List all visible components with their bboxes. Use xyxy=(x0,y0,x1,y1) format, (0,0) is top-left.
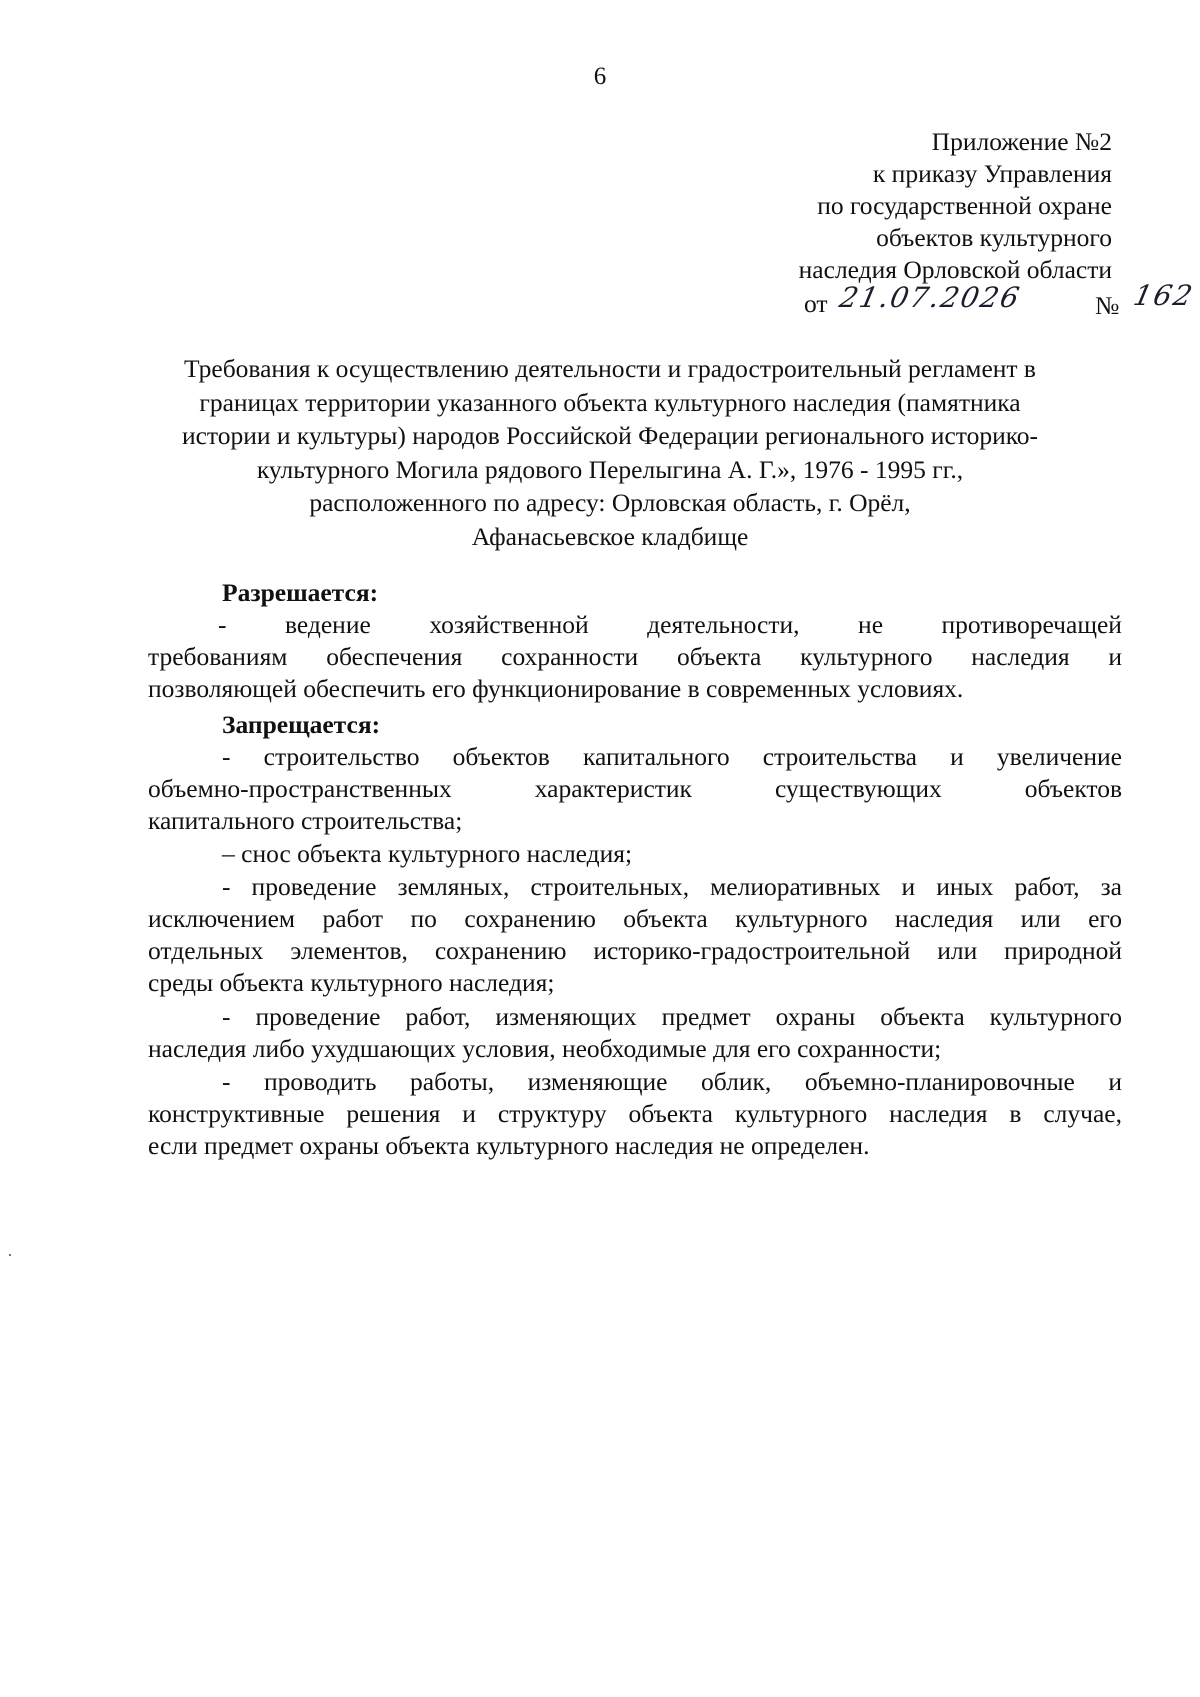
appendix-line: наследия Орловской области xyxy=(798,255,1112,284)
scan-speck xyxy=(9,1254,11,1256)
forbidden-item-line: – снос объекта культурного наследия; xyxy=(222,839,633,868)
forbidden-item-line: капитального строительства; xyxy=(148,806,463,835)
appendix-line: к приказу Управления xyxy=(872,159,1112,188)
forbidden-item-line: - строительство объектов капитального строительства и увеличение xyxy=(222,742,1122,771)
word: противоречащей xyxy=(941,610,1122,639)
handwritten-number: 162 xyxy=(1130,279,1198,312)
forbidden-item-construction xyxy=(148,741,1122,837)
forbidden-item-demolition xyxy=(148,838,1122,870)
title-line: расположенного по адресу: Орловская область, г. Орёл, xyxy=(309,488,911,517)
forbidden-item-line: - проведение работ, изменяющих предмет охраны объекта культурного xyxy=(222,1002,1122,1031)
forbidden-item-earthworks xyxy=(148,871,1122,999)
appendix-line: Приложение №2 xyxy=(931,127,1112,156)
word: хозяйственной xyxy=(429,610,589,639)
title-line: границах территории указанного объекта культурного наследия (памятника xyxy=(199,387,1021,417)
from-label: от xyxy=(804,289,828,318)
word: ведение xyxy=(285,610,371,639)
forbidden-item-line: - проводить работы, изменяющие облик, объемно-планировочные и xyxy=(222,1067,1122,1096)
document-title xyxy=(130,352,1090,553)
allowed-item-line: позволяющей обеспечить его функционирование в современных условиях. xyxy=(148,674,964,703)
forbidden-item-line: - проведение земляных, строительных, мелиоративных и иных работ, за xyxy=(222,872,1122,901)
page-number: 6 xyxy=(593,63,607,90)
allowed-item-line xyxy=(148,609,1122,641)
forbidden-item-line: среды объекта культурного наследия; xyxy=(148,968,555,997)
forbidden-item-protection-subject xyxy=(148,1001,1122,1065)
word: не xyxy=(858,610,884,639)
forbidden-item-appearance xyxy=(148,1066,1122,1162)
allowed-heading: Разрешается: xyxy=(222,578,379,607)
forbidden-item-line: исключением работ по сохранению объекта культурного наследия или его xyxy=(148,904,1122,933)
appendix-header xyxy=(612,126,1112,286)
word: - xyxy=(218,610,227,639)
title-line: Требования к осуществлению деятельности и градостроительный регламент в xyxy=(184,354,1036,383)
title-line: истории и культуры) народов Российской Федерации регионального историко- xyxy=(181,421,1039,450)
handwritten-date: 21.07.2026 xyxy=(836,281,1024,314)
word: объемно-пространственных xyxy=(148,774,452,803)
forbidden-item-line: если предмет охраны объекта культурного наследия не определен. xyxy=(148,1131,870,1160)
word: деятельности, xyxy=(647,610,800,639)
forbidden-item-line: отдельных элементов, сохранению историко-градостроительной или природной xyxy=(148,936,1122,965)
forbidden-item-line: наследия либо ухудшающих условия, необходимые для его сохранности; xyxy=(148,1034,942,1063)
appendix-line: по государственной охране xyxy=(817,191,1112,220)
word: объектов xyxy=(1024,774,1122,803)
number-label: № xyxy=(1095,291,1120,320)
title-line: культурного Могила рядового Перелыгина А. Г.», 1976 - 1995 гг., xyxy=(256,454,964,484)
allowed-item xyxy=(148,609,1122,705)
word: характеристик xyxy=(534,774,692,803)
forbidden-item-line: конструктивные решения и структуру объекта культурного наследия в случае, xyxy=(148,1099,1122,1128)
forbidden-heading: Запрещается: xyxy=(222,710,381,739)
word: существующих xyxy=(774,774,942,803)
appendix-line: объектов культурного xyxy=(876,223,1112,252)
forbidden-item-line xyxy=(148,773,1122,805)
allowed-item-line: требованиям обеспечения сохранности объекта культурного наследия и xyxy=(148,642,1122,671)
title-line: Афанасьевское кладбище xyxy=(471,521,749,551)
order-date-number xyxy=(804,279,1198,324)
